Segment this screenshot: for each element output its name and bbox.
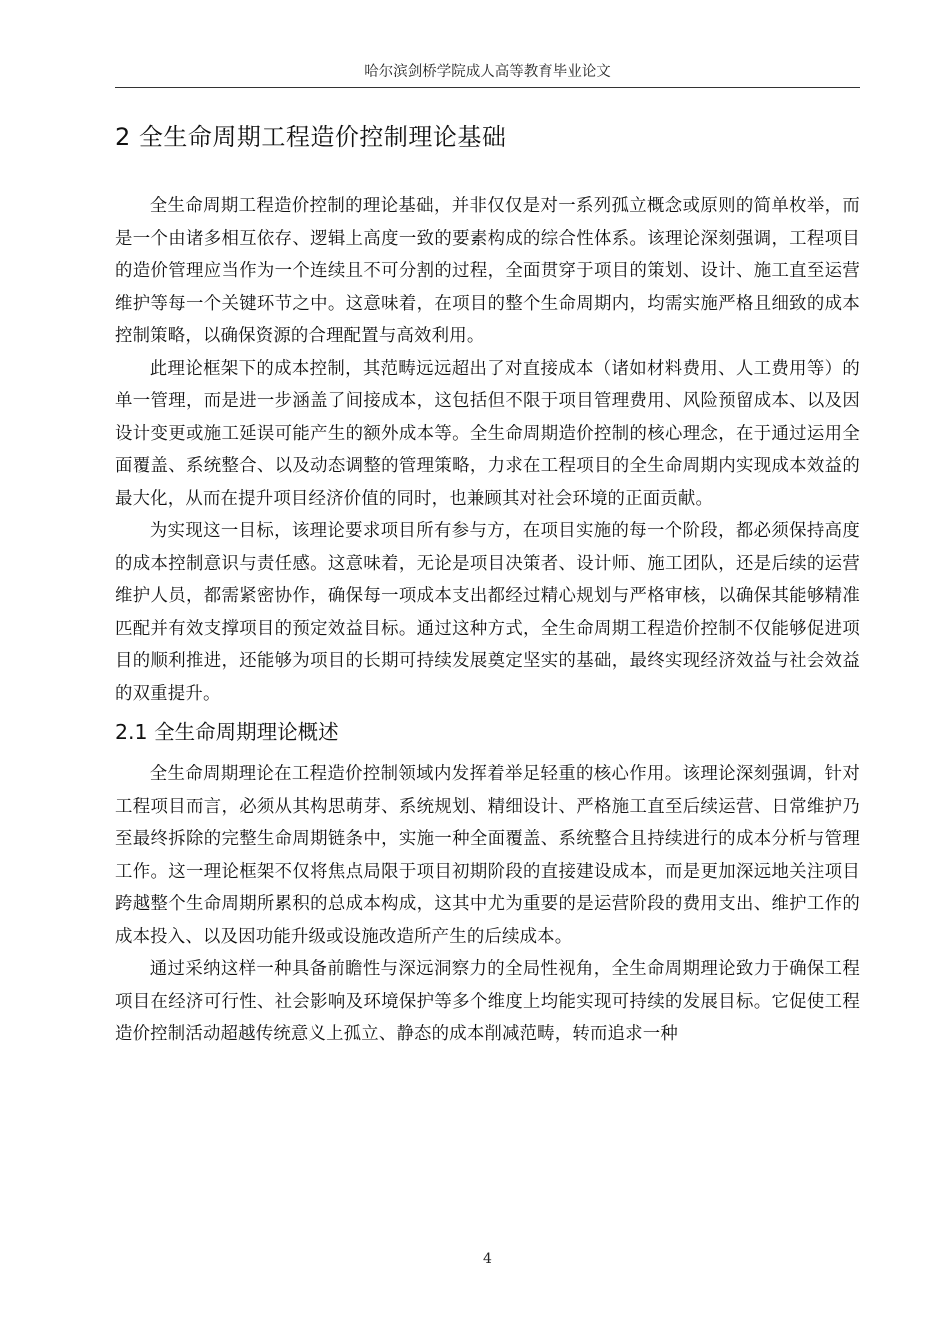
section-title: 2.1 全生命周期理论概述 [115,720,339,744]
paragraph: 通过采纳这样一种具备前瞻性与深远洞察力的全局性视角，全生命周期理论致力于确保工程项目在经济可行性、社会影响及环境保护等多个维度上均能实现可持续的发展目标。它促使工程造价控制活动超越传统意义上孤立、静态的成本削减范畴，转而追求一种 [115,959,860,1044]
paragraph: 全生命周期工程造价控制的理论基础，并非仅仅是对一系列孤立概念或原则的简单枚举，而是一个由诸多相互依存、逻辑上高度一致的要素构成的综合性体系。该理论深刻强调，工程项目的造价管理应当作为一个连续且不可分割的过程，全面贯穿于项目的策划、设计、施工直至运营维护等每一个关键环节之中。这意味着，在项目的整个生命周期内，均需实施严格且细致的成本控制策略，以确保资源的合理配置与高效利用。 [115,196,860,346]
paragraph: 此理论框架下的成本控制，其范畴远远超出了对直接成本（诸如材料费用、人工费用等）的单一管理，而是进一步涵盖了间接成本，这包括但不限于项目管理费用、风险预留成本、以及因设计变更或施工延误可能产生的额外成本等。全生命周期造价控制的核心理念，在于通过运用全面覆盖、系统整合、以及动态调整的管理策略，力求在工程项目的全生命周期内实现成本效益的最大化，从而在提升项目经济价值的同时，也兼顾其对社会环境的正面贡献。 [115,358,860,509]
document-body [115,108,860,1051]
paragraph: 为实现这一目标，该理论要求项目所有参与方，在项目实施的每一个阶段，都必须保持高度的成本控制意识与责任感。这意味着，无论是项目决策者、设计师、施工团队，还是后续的运营维护人员，都需紧密协作，确保每一项成本支出都经过精心规划与严格审核，以确保其能够精准匹配并有效支撑项目的预定效益目标。通过这种方式，全生命周期工程造价控制不仅能够促进项目的顺利推进，还能够为项目的长期可持续发展奠定坚实的基础，最终实现经济效益与社会效益的双重提升。 [115,521,860,704]
page-number: 4 [483,1251,492,1267]
page-header: 哈尔滨剑桥学院成人高等教育毕业论文 [364,64,611,80]
header-divider [115,87,860,88]
chapter-title: 2 全生命周期工程造价控制理论基础 [115,123,507,151]
paragraph: 全生命周期理论在工程造价控制领域内发挥着举足轻重的核心作用。该理论深刻强调，针对工程项目而言，必须从其构思萌芽、系统规划、精细设计、严格施工直至后续运营、日常维护乃至最终拆除的完整生命周期链条中，实施一种全面覆盖、系统整合且持续进行的成本分析与管理工作。这一理论框架不仅将焦点局限于项目初期阶段的直接建设成本，而是更加深远地关注项目跨越整个生命周期所累积的总成本构成，这其中尤为重要的是运营阶段的费用支出、维护工作的成本投入、以及因功能升级或设施改造所产生的后续成本。 [115,764,860,947]
spacer [115,155,860,190]
